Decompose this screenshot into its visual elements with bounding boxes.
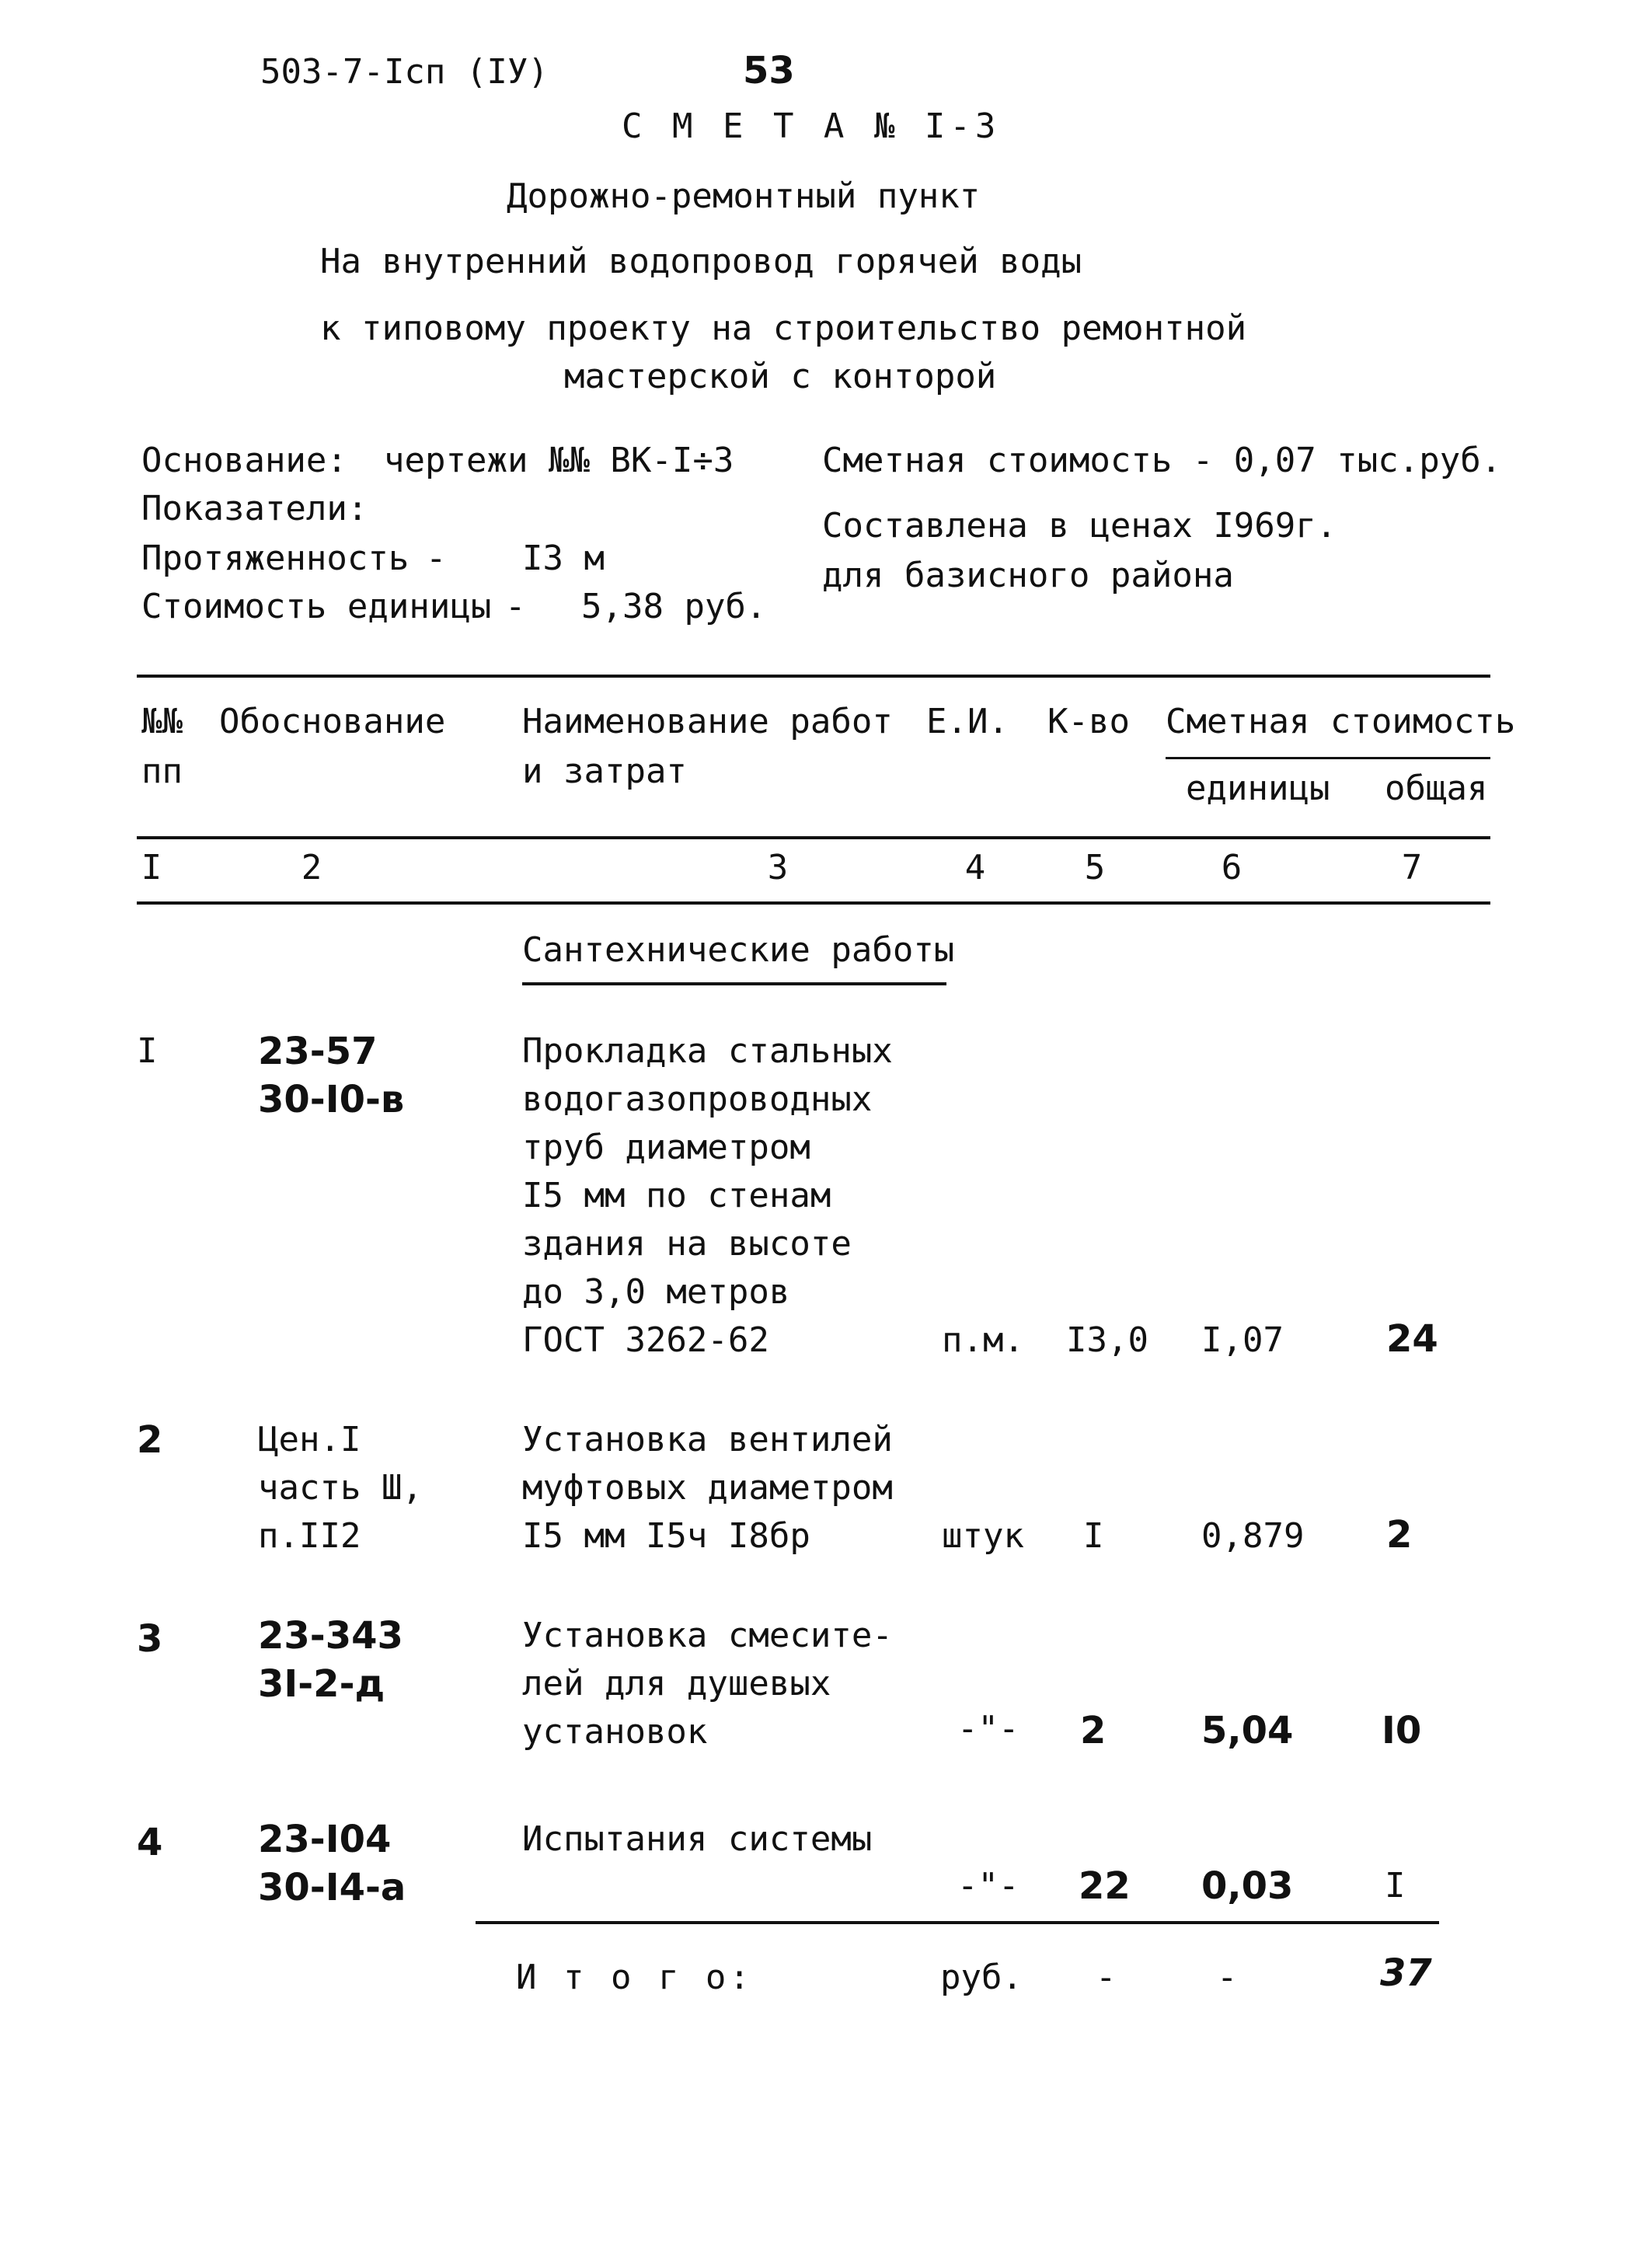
total-cost-total: 37	[1380, 1951, 1432, 1995]
unit-cost-value: 5,38 руб.	[581, 587, 767, 626]
object-name: Дорожно-ремонтный пункт	[507, 176, 981, 216]
row-1-name-line5: здания на высоте	[522, 1224, 852, 1264]
row-2-basis-line3: п.II2	[258, 1516, 361, 1556]
row-3-cost-total: I0	[1382, 1709, 1422, 1752]
row-4-qty: 22	[1079, 1864, 1131, 1908]
row-3-unit: -"-	[957, 1709, 1019, 1749]
header-cost: Сметная стоимость	[1166, 702, 1516, 741]
total-cost-unit: -	[1217, 1958, 1238, 1997]
header-cost-rule	[1166, 757, 1490, 759]
row-3-name-line1: Установка смесите-	[522, 1616, 893, 1655]
total-qty: -	[1096, 1958, 1117, 1997]
row-1-cost-total: 24	[1386, 1317, 1438, 1361]
row-2-num: 2	[137, 1418, 163, 1462]
length-label: Протяженность	[141, 539, 410, 578]
header-unit: Е.И.	[926, 702, 1009, 741]
row-1-unit: п.м.	[942, 1320, 1024, 1360]
header-cost-total: общая	[1385, 769, 1488, 808]
basis-value: чертежи №№ ВК-I÷3	[384, 441, 734, 480]
row-2-name-line2: муфтовых диаметром	[522, 1468, 893, 1508]
unit-cost-dash: -	[505, 587, 526, 626]
basis-label: Основание:	[141, 441, 347, 480]
col-number-2: 2	[301, 848, 322, 887]
row-4-basis-line1: 23-I04	[258, 1818, 392, 1861]
page-number: 53	[743, 49, 795, 92]
row-1-basis-line1: 23-57	[258, 1030, 378, 1073]
total-rule	[476, 1921, 1439, 1924]
row-2-qty: I	[1083, 1516, 1104, 1556]
row-2-cost-unit: 0,879	[1201, 1516, 1305, 1556]
indicators-label: Показатели:	[141, 489, 368, 528]
row-4-cost-unit: 0,03	[1201, 1864, 1294, 1908]
col-number-5: 5	[1084, 848, 1106, 887]
price-basis: Составлена в ценах I969г.	[822, 506, 1337, 546]
row-1-name-line3: труб диаметром	[522, 1128, 810, 1167]
header-name-line2: и затрат	[522, 751, 687, 791]
row-4-num: 4	[137, 1821, 163, 1864]
header-cost-unit: единицы	[1186, 769, 1330, 808]
header-qty: К-во	[1047, 702, 1130, 741]
table-top-rule	[137, 675, 1490, 678]
project-reference-line1: к типовому проекту на строительство ремонтной	[320, 309, 1247, 348]
col-number-4: 4	[964, 848, 986, 887]
row-4-name-line1: Испытания системы	[522, 1819, 873, 1859]
row-1-name-line1: Прокладка стальных	[522, 1031, 893, 1071]
header-num-line1: №№	[141, 702, 183, 741]
row-1-cost-unit: I,07	[1201, 1320, 1284, 1360]
row-2-name-line1: Установка вентилей	[522, 1420, 893, 1459]
row-2-cost-total: 2	[1386, 1513, 1413, 1557]
row-1-name-line7: ГОСТ 3262-62	[522, 1320, 769, 1360]
row-1-qty: I3,0	[1066, 1320, 1148, 1360]
col-number-6: 6	[1221, 848, 1242, 887]
estimate-cost: Сметная стоимость - 0,07 тыс.руб.	[822, 441, 1502, 480]
row-1-num: I	[137, 1031, 158, 1071]
row-2-basis-line2: часть Ш,	[258, 1468, 423, 1508]
row-1-basis-line2: 30-I0-в	[258, 1078, 405, 1121]
project-reference-line2: мастерской с конторой	[564, 357, 997, 396]
row-4-unit: -"-	[957, 1866, 1019, 1906]
section-title-underline	[522, 982, 946, 985]
row-4-cost-total: I	[1385, 1866, 1406, 1906]
row-2-basis-line1: Цен.I	[258, 1420, 361, 1459]
row-3-name-line2: лей для душевых	[522, 1664, 831, 1703]
row-2-unit: штук	[942, 1516, 1024, 1556]
row-1-name-line2: водогазопроводных	[522, 1079, 873, 1119]
total-label: И т о г о:	[516, 1958, 753, 1997]
document-title: С М Е Т А № I-3	[622, 106, 1001, 146]
region-note: для базисного района	[822, 556, 1234, 595]
row-3-qty: 2	[1080, 1709, 1107, 1752]
col-number-7: 7	[1401, 848, 1423, 887]
row-3-cost-unit: 5,04	[1201, 1709, 1294, 1752]
header-bottom-rule	[137, 836, 1490, 839]
col-number-1: I	[141, 848, 162, 887]
row-2-name-line3: I5 мм I5ч I8бр	[522, 1516, 810, 1556]
column-numbers-rule	[137, 901, 1490, 905]
col-number-3: 3	[767, 848, 789, 887]
row-3-basis-line1: 23-343	[258, 1614, 403, 1658]
row-4-basis-line2: 30-I4-а	[258, 1866, 406, 1909]
header-name-line1: Наименование работ	[522, 702, 893, 741]
estimate-subject: На внутренний водопровод горячей воды	[320, 242, 1082, 281]
row-3-basis-line2: 3I-2-д	[258, 1662, 385, 1706]
length-dash: -	[426, 539, 447, 578]
row-3-num: 3	[137, 1617, 163, 1661]
row-3-name-line3: установок	[522, 1712, 708, 1752]
row-1-name-line6: до 3,0 метров	[522, 1272, 790, 1312]
unit-cost-label: Стоимость единицы	[141, 587, 492, 626]
header-num-line2: пп	[141, 751, 183, 791]
row-1-name-line4: I5 мм по стенам	[522, 1176, 831, 1215]
header-basis: Обоснование	[219, 702, 446, 741]
section-title: Сантехнические работы	[522, 930, 955, 970]
document-code: 503-7-Iсп (IУ)	[260, 52, 549, 92]
total-unit: руб.	[940, 1958, 1023, 1997]
length-value: I3 м	[522, 539, 605, 578]
